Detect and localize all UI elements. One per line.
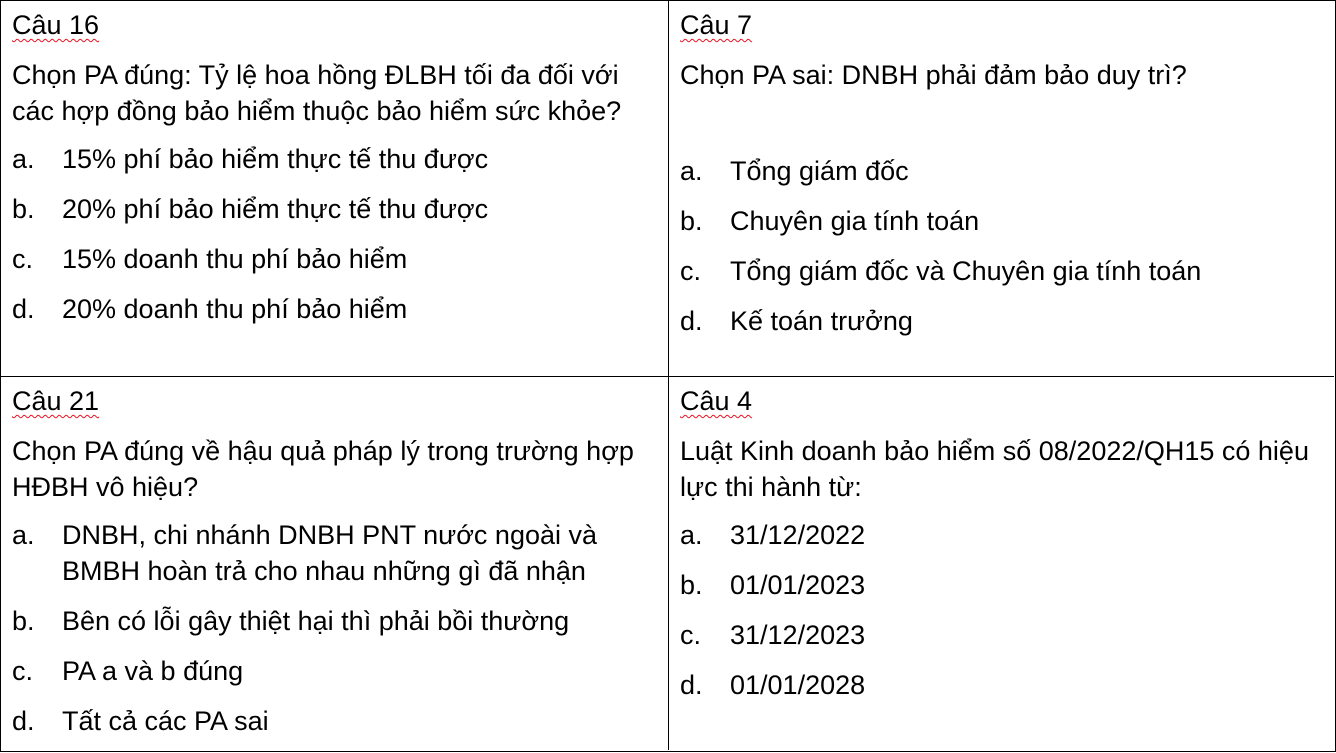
question-number: Câu 7 bbox=[680, 10, 753, 40]
question-cell-16 bbox=[1, 1, 668, 376]
option-list bbox=[12, 141, 658, 327]
option-d bbox=[680, 303, 1324, 339]
option-letter: a. bbox=[12, 144, 35, 174]
option-list bbox=[680, 517, 1324, 703]
option-letter: c. bbox=[680, 256, 702, 286]
question-number: Câu 4 bbox=[680, 386, 753, 416]
option-text: 31/12/2023 bbox=[730, 620, 866, 650]
option-c bbox=[12, 653, 658, 689]
option-d bbox=[12, 703, 658, 739]
option-text: 01/01/2028 bbox=[730, 670, 866, 700]
option-a bbox=[12, 517, 658, 589]
option-c bbox=[12, 241, 658, 277]
option-c bbox=[680, 253, 1324, 289]
question-number: Câu 16 bbox=[12, 10, 100, 40]
option-letter: a. bbox=[680, 156, 703, 186]
option-a bbox=[12, 141, 658, 177]
option-letter: d. bbox=[12, 294, 35, 324]
option-text: 15% doanh thu phí bảo hiểm bbox=[62, 244, 408, 274]
option-a bbox=[680, 517, 1324, 553]
option-c bbox=[680, 617, 1324, 653]
option-letter: c. bbox=[12, 656, 34, 686]
option-b bbox=[680, 567, 1324, 603]
option-b bbox=[12, 191, 658, 227]
option-text: Kế toán trưởng bbox=[730, 306, 913, 336]
option-text: 31/12/2022 bbox=[730, 520, 866, 550]
option-list bbox=[12, 517, 658, 739]
option-text: 20% phí bảo hiểm thực tế thu được bbox=[62, 194, 489, 224]
option-a bbox=[680, 153, 1324, 189]
option-letter: c. bbox=[12, 244, 34, 274]
option-letter: b. bbox=[12, 606, 35, 636]
question-text: Chọn PA đúng: Tỷ lệ hoa hồng ĐLBH tối đa đối với các hợp đồng bảo hiểm thuộc bảo hiểm sức khỏe? bbox=[12, 60, 622, 126]
option-text: Tổng giám đốc bbox=[730, 156, 909, 186]
option-letter: a. bbox=[680, 520, 703, 550]
option-text: PA a và b đúng bbox=[62, 656, 244, 686]
option-letter: b. bbox=[12, 194, 35, 224]
question-cell-4 bbox=[668, 376, 1334, 750]
option-letter: a. bbox=[12, 520, 35, 550]
option-text: 01/01/2023 bbox=[730, 570, 866, 600]
option-d bbox=[12, 291, 658, 327]
option-letter: d. bbox=[680, 670, 703, 700]
question-text: Chọn PA sai: DNBH phải đảm bảo duy trì? bbox=[680, 60, 1187, 90]
option-letter: b. bbox=[680, 570, 703, 600]
option-letter: c. bbox=[680, 620, 702, 650]
option-letter: d. bbox=[12, 706, 35, 736]
option-b bbox=[680, 203, 1324, 239]
question-text: Luật Kinh doanh bảo hiểm số 08/2022/QH15 có hiệu lực thi hành từ: bbox=[680, 436, 1309, 502]
option-list bbox=[680, 153, 1324, 339]
option-text: Bên có lỗi gây thiệt hại thì phải bồi thường bbox=[62, 606, 570, 636]
question-number: Câu 21 bbox=[12, 386, 100, 416]
option-text: 20% doanh thu phí bảo hiểm bbox=[62, 294, 408, 324]
option-b bbox=[12, 603, 658, 639]
option-text: Chuyên gia tính toán bbox=[730, 206, 980, 236]
question-cell-21 bbox=[1, 376, 668, 750]
option-letter: d. bbox=[680, 306, 703, 336]
option-text: Tổng giám đốc và Chuyên gia tính toán bbox=[730, 256, 1202, 286]
option-text: Tất cả các PA sai bbox=[62, 706, 269, 736]
option-d bbox=[680, 667, 1324, 703]
question-cell-7 bbox=[668, 1, 1334, 376]
option-text: DNBH, chi nhánh DNBH PNT nước ngoài và BMBH hoàn trả cho nhau những gì đã nhận bbox=[62, 520, 598, 586]
option-text: 15% phí bảo hiểm thực tế thu được bbox=[62, 144, 489, 174]
option-letter: b. bbox=[680, 206, 703, 236]
question-text: Chọn PA đúng về hậu quả pháp lý trong trường hợp HĐBH vô hiệu? bbox=[12, 436, 634, 502]
